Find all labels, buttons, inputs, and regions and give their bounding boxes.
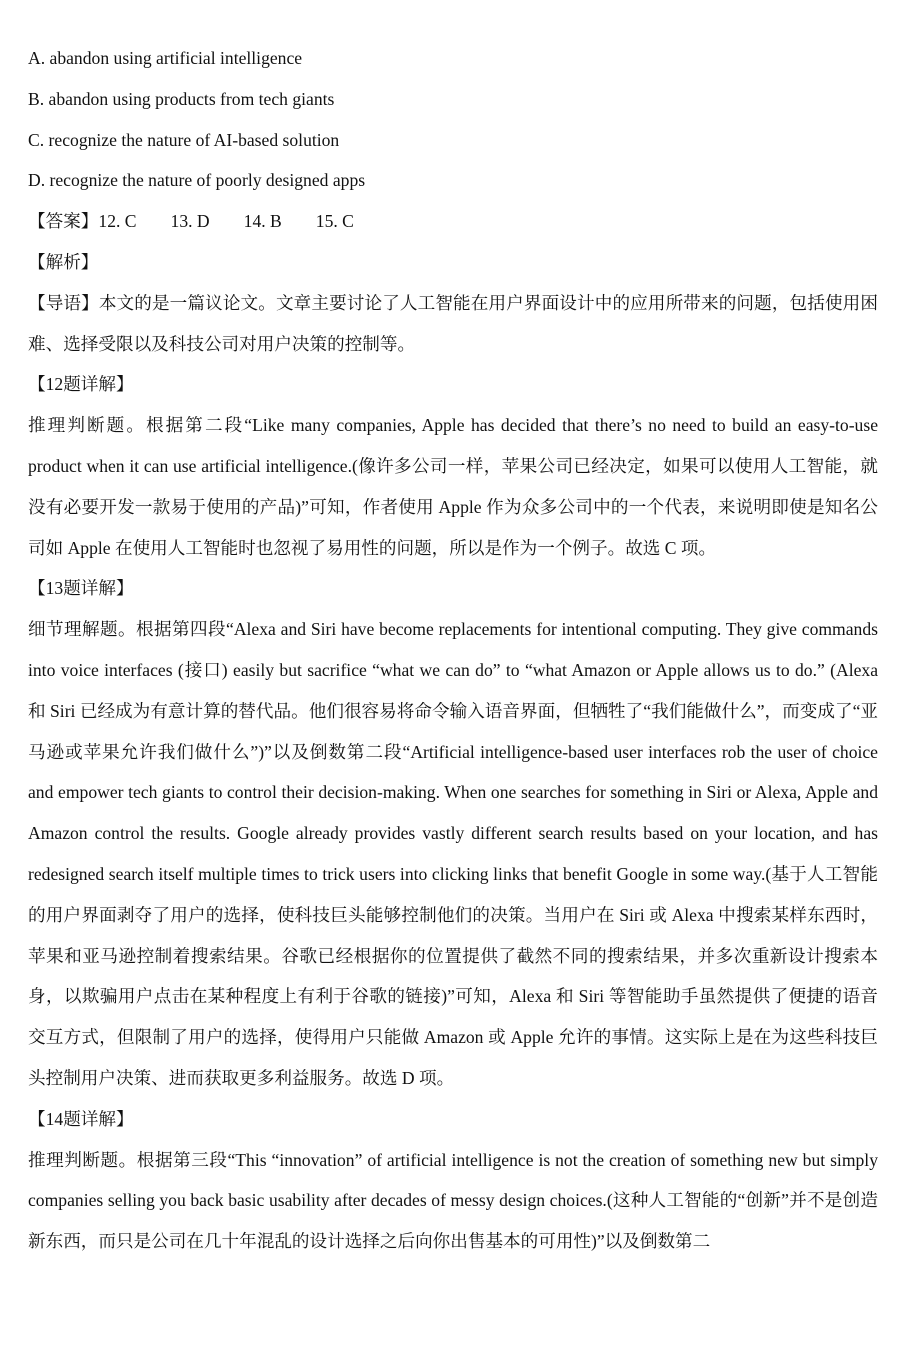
option-c bbox=[28, 120, 878, 161]
q14-paragraph: 推理判断题。根据第三段“This “innovation” of artificial intelligence is not the creation of something new but simply companies selling you back basic usability after decades of messy design choices.(这种人工智能的“创新”并不是创造新东西，而只是公司在几十年混乱的设计选择之后向你出售基本的可用性)”以及倒数第二 bbox=[28, 1149, 878, 1252]
answer-15: 15. C bbox=[315, 211, 354, 232]
option-letter: B. bbox=[28, 88, 45, 109]
answer-12: 12. C bbox=[98, 211, 137, 232]
document-page bbox=[28, 38, 878, 1262]
answer-line bbox=[28, 201, 878, 242]
option-text: abandon using products from tech giants bbox=[48, 88, 335, 109]
option-letter: C. bbox=[28, 129, 45, 150]
option-text: recognize the nature of AI-based solution bbox=[48, 129, 340, 150]
intro-text: 本文的是一篇议论文。文章主要讨论了人工智能在用户界面设计中的应用所带来的问题，包括使用困难、选择受限以及科技公司对用户决策的控制等。 bbox=[28, 292, 878, 354]
q13-heading: 【13题详解】 bbox=[28, 578, 134, 599]
option-letter: D. bbox=[28, 170, 46, 191]
option-text: recognize the nature of poorly designed apps bbox=[49, 170, 366, 191]
option-text: abandon using artificial intelligence bbox=[49, 48, 303, 68]
answer-14: 14. B bbox=[243, 211, 282, 232]
option-b bbox=[28, 79, 878, 120]
intro-paragraph bbox=[28, 283, 878, 365]
q14-heading: 【14题详解】 bbox=[28, 1108, 134, 1129]
answer-13: 13. D bbox=[170, 211, 210, 232]
q12-paragraph: 推理判断题。根据第二段“Like many companies, Apple has decided that there’s no need to build an easy-to-use product when it can use artificial intelligence.(像许多公司一样，苹果公司已经决定，如果可以使用人工智能，就没有必要开发一款易于使用的产品)”可知，作者使用 Apple 作为众多公司中的一个代表，来说明即使是知名公司如 Apple 在使用人工智能时也忽视了易用性的问题，所以是作为一个例子。故选 C 项。 bbox=[28, 415, 878, 558]
option-d bbox=[28, 160, 878, 201]
analysis-label: 【解析】 bbox=[28, 251, 99, 272]
q13-paragraph: 细节理解题。根据第四段“Alexa and Siri have become replacements for intentional computing. They give commands into voice interfaces (接口) easily but sacrifice “what we can do” to “what Amazon or Apple allows us to do.” (Alexa 和 Siri 已经成为有意计算的替代品。他们很容易将命令输入语音界面，但牺牲了“我们能做什么”，而变成了“亚马逊或苹果允许我们做什么”)”以及倒数第二段“Artificial intelligence-based user interfaces rob the user of choice and empower tech giants to control their decision-making. When one searches for something in Siri or Alexa, Apple and Amazon control the results. Google already provides vastly different search results based on your location, and has redesigned search itself multiple times to trick users into clicking links that benefit Google in some way.(基于人工智能的用户界面剥夺了用户的选择，使科技巨头能够控制他们的决策。当用户在 Siri 或 Alexa 中搜索某样东西时，苹果和亚马逊控制着搜索结果。谷歌已经根据你的位置提供了截然不同的搜索结果，并多次重新设计搜索本身，以欺骗用户点击在某种程度上有利于谷歌的链接)”可知，Alexa 和 Siri 等智能助手虽然提供了便捷的语音交互方式，但限制了用户的选择，使得用户只能做 Amazon 或 Apple 允许的事情。这实际上是在为这些科技巨头控制用户决策、进而获取更多利益服务。故选 D 项。 bbox=[28, 619, 878, 1088]
q12-heading: 【12题详解】 bbox=[28, 374, 134, 395]
answer-label: 【答案】 bbox=[28, 211, 99, 232]
option-a bbox=[28, 38, 878, 79]
option-letter: A. bbox=[28, 48, 46, 68]
intro-label: 【导语】 bbox=[28, 292, 99, 313]
